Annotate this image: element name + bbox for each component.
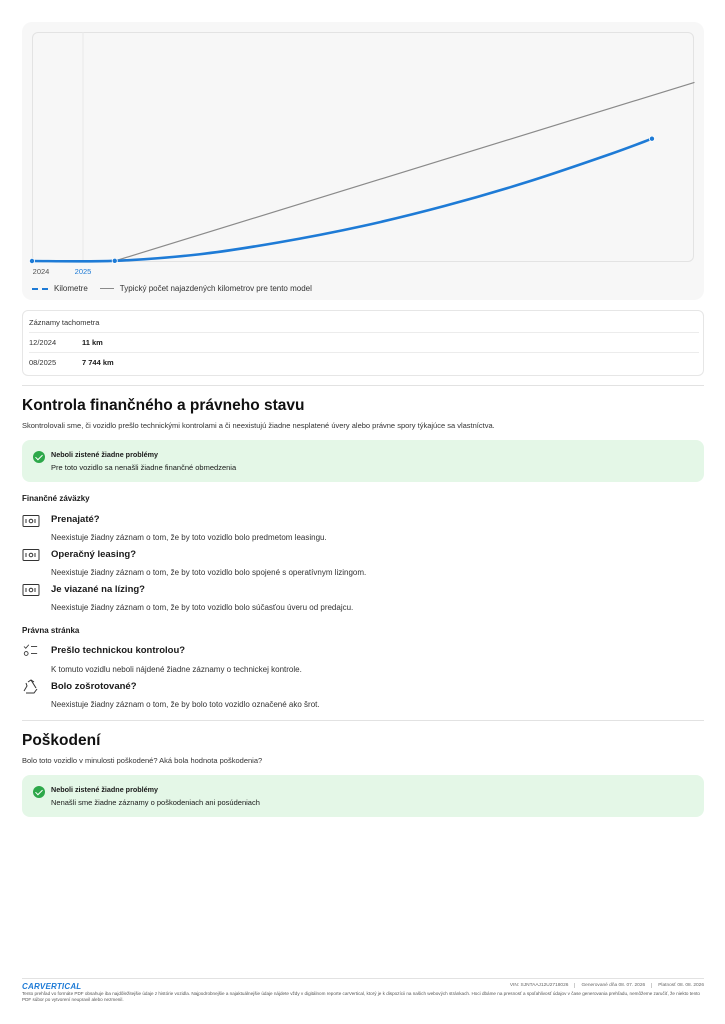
footer-valid: Platnosť 08. 08. 2026 — [651, 983, 704, 988]
finance-heading: Kontrola finančného a právneho stavu — [22, 397, 305, 414]
finance-status-title: Neboli zistené žiadne problémy — [51, 450, 159, 459]
series-line-typical — [115, 83, 694, 261]
inspection-text: K tomuto vozidlu neboli nájdené žiadne záznamy o technickej kontrole. — [51, 665, 302, 674]
contract-icon — [22, 514, 40, 528]
x-tick-label: 2025 — [74, 267, 92, 276]
damage-status-title: Neboli zistené žiadne problémy — [51, 785, 159, 794]
operating-lease-title: Operačný leasing? — [51, 549, 137, 560]
legend-typical-swatch — [100, 288, 114, 289]
odometer-date: 08/2025 — [29, 358, 57, 367]
odometer-records — [22, 310, 704, 376]
scrapped-title: Bolo zošrotované? — [51, 681, 137, 692]
contract-icon — [22, 548, 40, 562]
finance-status-box — [22, 440, 704, 482]
leased-text: Neexistuje žiadny záznam o tom, že by toto vozidlo bolo predmetom leasingu. — [51, 533, 327, 542]
inspection-title: Prešlo technickou kontrolou? — [51, 645, 186, 656]
legend-typical-label: Typický počet najazdených kilometrov pre tento model — [119, 284, 312, 293]
data-point — [112, 258, 117, 263]
chart-legend — [32, 284, 312, 293]
damage-status-box — [22, 775, 704, 817]
section-divider — [22, 720, 704, 721]
operating-lease-text: Neexistuje žiadny záznam o tom, že by toto vozidlo bolo spojené s operatívnym lizingom. — [51, 568, 367, 577]
damage-heading: Poškodení — [22, 732, 101, 749]
recycle-icon — [22, 679, 40, 695]
section-divider — [22, 385, 704, 386]
odometer-value: 7 744 km — [82, 358, 114, 367]
footer-generated: Generované dňa 08. 07. 2026 — [574, 983, 645, 988]
odometer-title: Záznamy tachometra — [29, 318, 100, 327]
data-point — [649, 136, 654, 141]
lease-bound-title: Je viazané na lízing? — [51, 584, 145, 595]
legend-km-label: Kilometre — [54, 284, 88, 293]
odometer-date: 12/2024 — [29, 338, 57, 347]
check-circle-icon — [33, 786, 45, 798]
check-circle-icon — [33, 451, 45, 463]
lease-bound-text: Neexistuje žiadny záznam o tom, že by toto vozidlo bolo súčasťou úveru od predajcu. — [51, 603, 354, 612]
finance-description: Skontrolovali sme, či vozidlo prešlo technickými kontrolami a či neexistujú žiadne nesplatené úvery alebo právne spory týkajúce sa vlastníctva. — [22, 421, 495, 430]
mileage-chart — [22, 22, 704, 282]
odometer-row — [29, 352, 699, 372]
legal-heading: Právna stránka — [22, 626, 80, 635]
contract-icon — [22, 583, 40, 597]
carvertical-logo: CARVERTICAL — [22, 982, 82, 991]
damage-status-text: Nenašli sme žiadne záznamy o poškodeniach ani posúdeniach — [51, 798, 260, 807]
leased-title: Prenajaté? — [51, 514, 100, 525]
scrapped-text: Neexistuje žiadny záznam o tom, že by bolo toto vozidlo označené ako šrot. — [51, 700, 320, 709]
checklist-icon — [22, 643, 40, 657]
odometer-value: 11 km — [82, 338, 103, 347]
footer-meta — [510, 983, 704, 988]
data-point — [29, 258, 34, 263]
footer-vin: VIN: SJNTAAJ12U2718026 — [509, 983, 569, 988]
legend-km-swatch — [32, 288, 48, 290]
damage-description: Bolo toto vozidlo v minulosti poškodené? Aká bola hodnota poškodenia? — [22, 756, 263, 765]
mileage-chart-card — [22, 22, 704, 300]
footer-divider — [22, 978, 704, 979]
x-tick-label: 2024 — [32, 267, 50, 276]
financial-obligations-heading: Finančné záväzky — [22, 494, 90, 503]
footer-disclaimer: Tento prehľad vo formáte PDF obsahuje iba najdôležitejšie údaje z histórie vozidla. Najpodrobnejšie a najaktuálnejšie údaje nájdete vždy v digitálnom reporte carVertical, ktorý je k dispozícii na našich webových stránkach. Hoci dbáme na presnosť a spoľahlivosť údajov v čase generovania prehľadu, nemôžeme zaručiť, že niekto tento PDF súbor po vytvorení neupravil alebo nezmenil. — [22, 991, 700, 1003]
series-line-km — [32, 139, 652, 262]
odometer-row — [29, 332, 699, 352]
finance-status-text: Pre toto vozidlo sa nenašli žiadne finančné obmedzenia — [51, 463, 237, 472]
